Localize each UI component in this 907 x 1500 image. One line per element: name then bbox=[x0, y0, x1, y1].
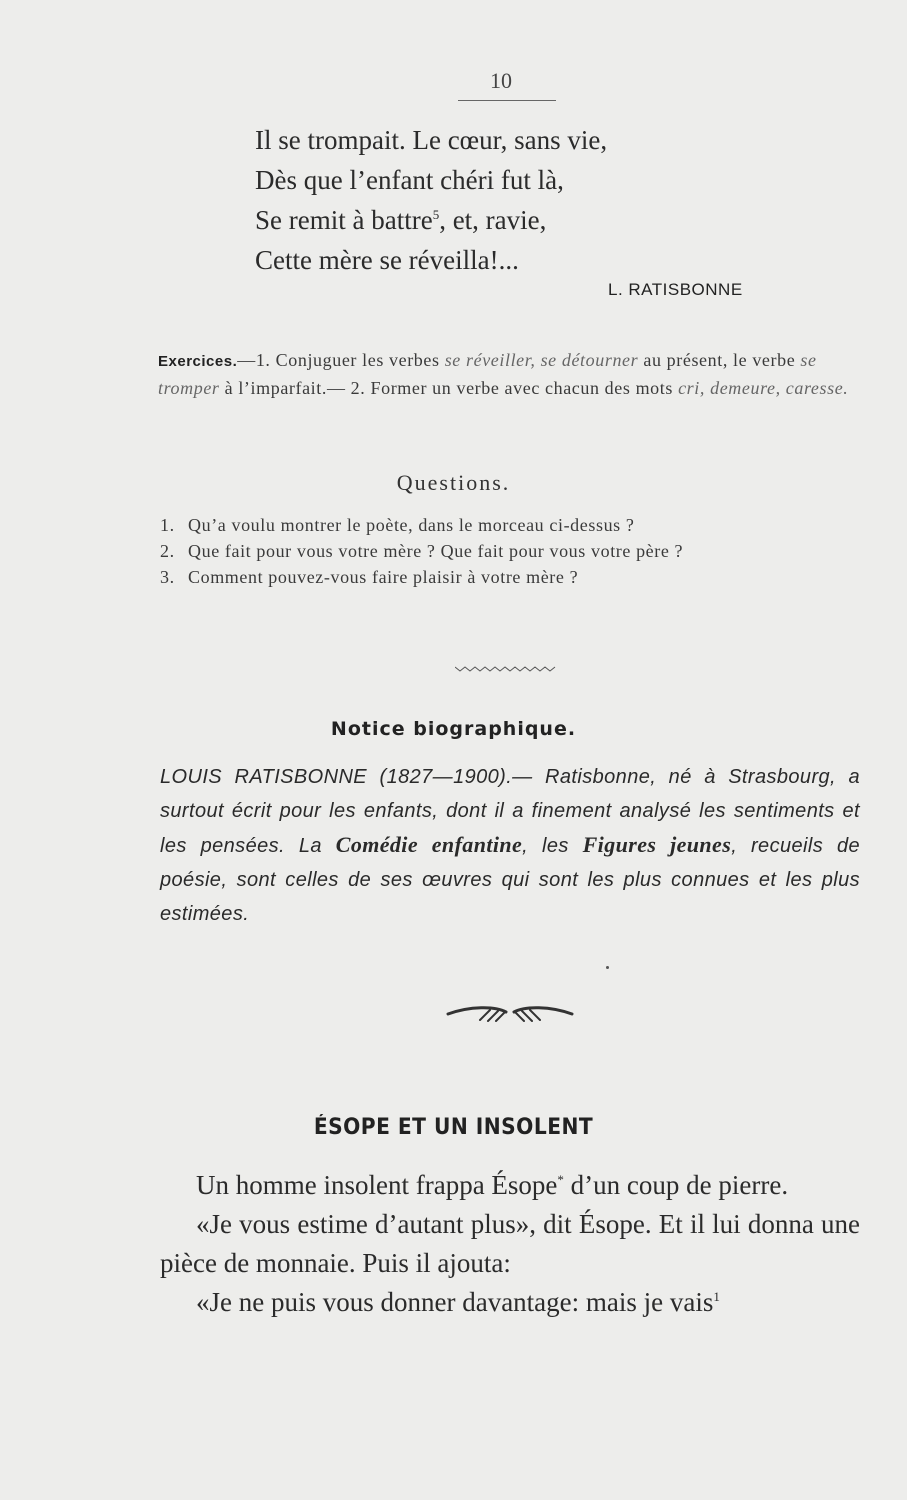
question-item bbox=[160, 564, 860, 590]
question-text: Comment pouvez-vous faire plaisir à votre mère ? bbox=[188, 567, 579, 587]
exercices-verbs-1: se réveiller, se détourner bbox=[444, 350, 639, 370]
question-number: 1. bbox=[160, 515, 175, 535]
poem-line-3-text: Se remit à battre bbox=[255, 205, 433, 235]
fable-asterisk: * bbox=[557, 1172, 564, 1187]
exercices-label: Exercices. bbox=[158, 353, 238, 370]
fable-paragraph-2: «Je vous estime d’autant plus», dit Ésope. Et il lui donna une pièce de monnaie. Puis il ajouta: bbox=[160, 1209, 860, 1278]
fable-p3-text: «Je ne puis vous donner davantage: mais je vais bbox=[196, 1287, 714, 1317]
question-number: 2. bbox=[160, 541, 175, 561]
poem-stanza bbox=[255, 120, 607, 280]
fable-p1-tail: d’un coup de pierre. bbox=[563, 1170, 789, 1200]
fable-paragraph-3 bbox=[160, 1283, 860, 1322]
fable-p1-text: Un homme insolent frappa Ésope bbox=[196, 1170, 558, 1200]
question-item bbox=[160, 538, 860, 564]
footnote-ref-1: 1 bbox=[713, 1289, 720, 1304]
poem-line-3 bbox=[255, 200, 607, 240]
question-item bbox=[160, 512, 860, 538]
question-text: Que fait pour vous votre mère ? Que fait pour vous votre père ? bbox=[188, 541, 684, 561]
wavy-divider bbox=[455, 664, 557, 674]
print-speck bbox=[606, 966, 609, 969]
page-number-rule bbox=[458, 100, 556, 101]
notice-text-2: , les bbox=[522, 835, 583, 857]
poem-author: L. RATISBONNE bbox=[608, 280, 743, 299]
fable-text bbox=[160, 1166, 860, 1322]
questions-title: Questions. bbox=[396, 470, 511, 495]
footnote-ref-5: 5 bbox=[432, 207, 440, 222]
exercices-paragraph bbox=[158, 347, 858, 401]
notice-paragraph bbox=[160, 760, 860, 931]
notice-work-2: Figures jeunes bbox=[582, 832, 732, 857]
fable-title: ÉSOPE ET UN INSOLENT bbox=[313, 1115, 594, 1140]
exercices-text-2: au présent, le verbe bbox=[638, 350, 801, 370]
poem-line-4: Cette mère se réveilla!... bbox=[255, 245, 519, 275]
notice-work-1: Comédie enfantine bbox=[335, 832, 523, 857]
notice-title: Notice biographique. bbox=[330, 718, 577, 740]
notice-text-3: , recueils de poésie, sont celles de ses œuvres qui sont les plus connues et les plus estimées. bbox=[160, 835, 861, 925]
exercices-words: cri, demeure, caresse. bbox=[678, 378, 849, 398]
question-number: 3. bbox=[160, 567, 175, 587]
question-text: Qu’a voulu montrer le poète, dans le morceau ci-dessus ? bbox=[188, 515, 635, 535]
poem-line-3-tail: , et, ravie, bbox=[439, 205, 547, 235]
page-number: 10 bbox=[490, 68, 512, 93]
fleuron-ornament bbox=[440, 1000, 580, 1026]
exercices-verb-2: se tromper bbox=[158, 350, 817, 398]
poem-line-1: Il se trompait. Le cœur, sans vie, bbox=[255, 125, 608, 155]
questions-list bbox=[160, 512, 860, 590]
fable-paragraph-1 bbox=[160, 1166, 860, 1205]
exercices-text-1: —1. Conjuguer les verbes bbox=[237, 350, 445, 370]
poem-line-2: Dès que l’enfant chéri fut là, bbox=[255, 165, 564, 195]
exercices-text-3: à l’imparfait.— 2. Former un verbe avec chacun des mots bbox=[219, 378, 679, 398]
notice-text-1: LOUIS RATISBONNE (1827—1900).— Ratisbonne, né à Strasbourg, a surtout écrit pour les enfants, dont il a finement analysé les sentiments et les pensées. La bbox=[160, 766, 860, 857]
